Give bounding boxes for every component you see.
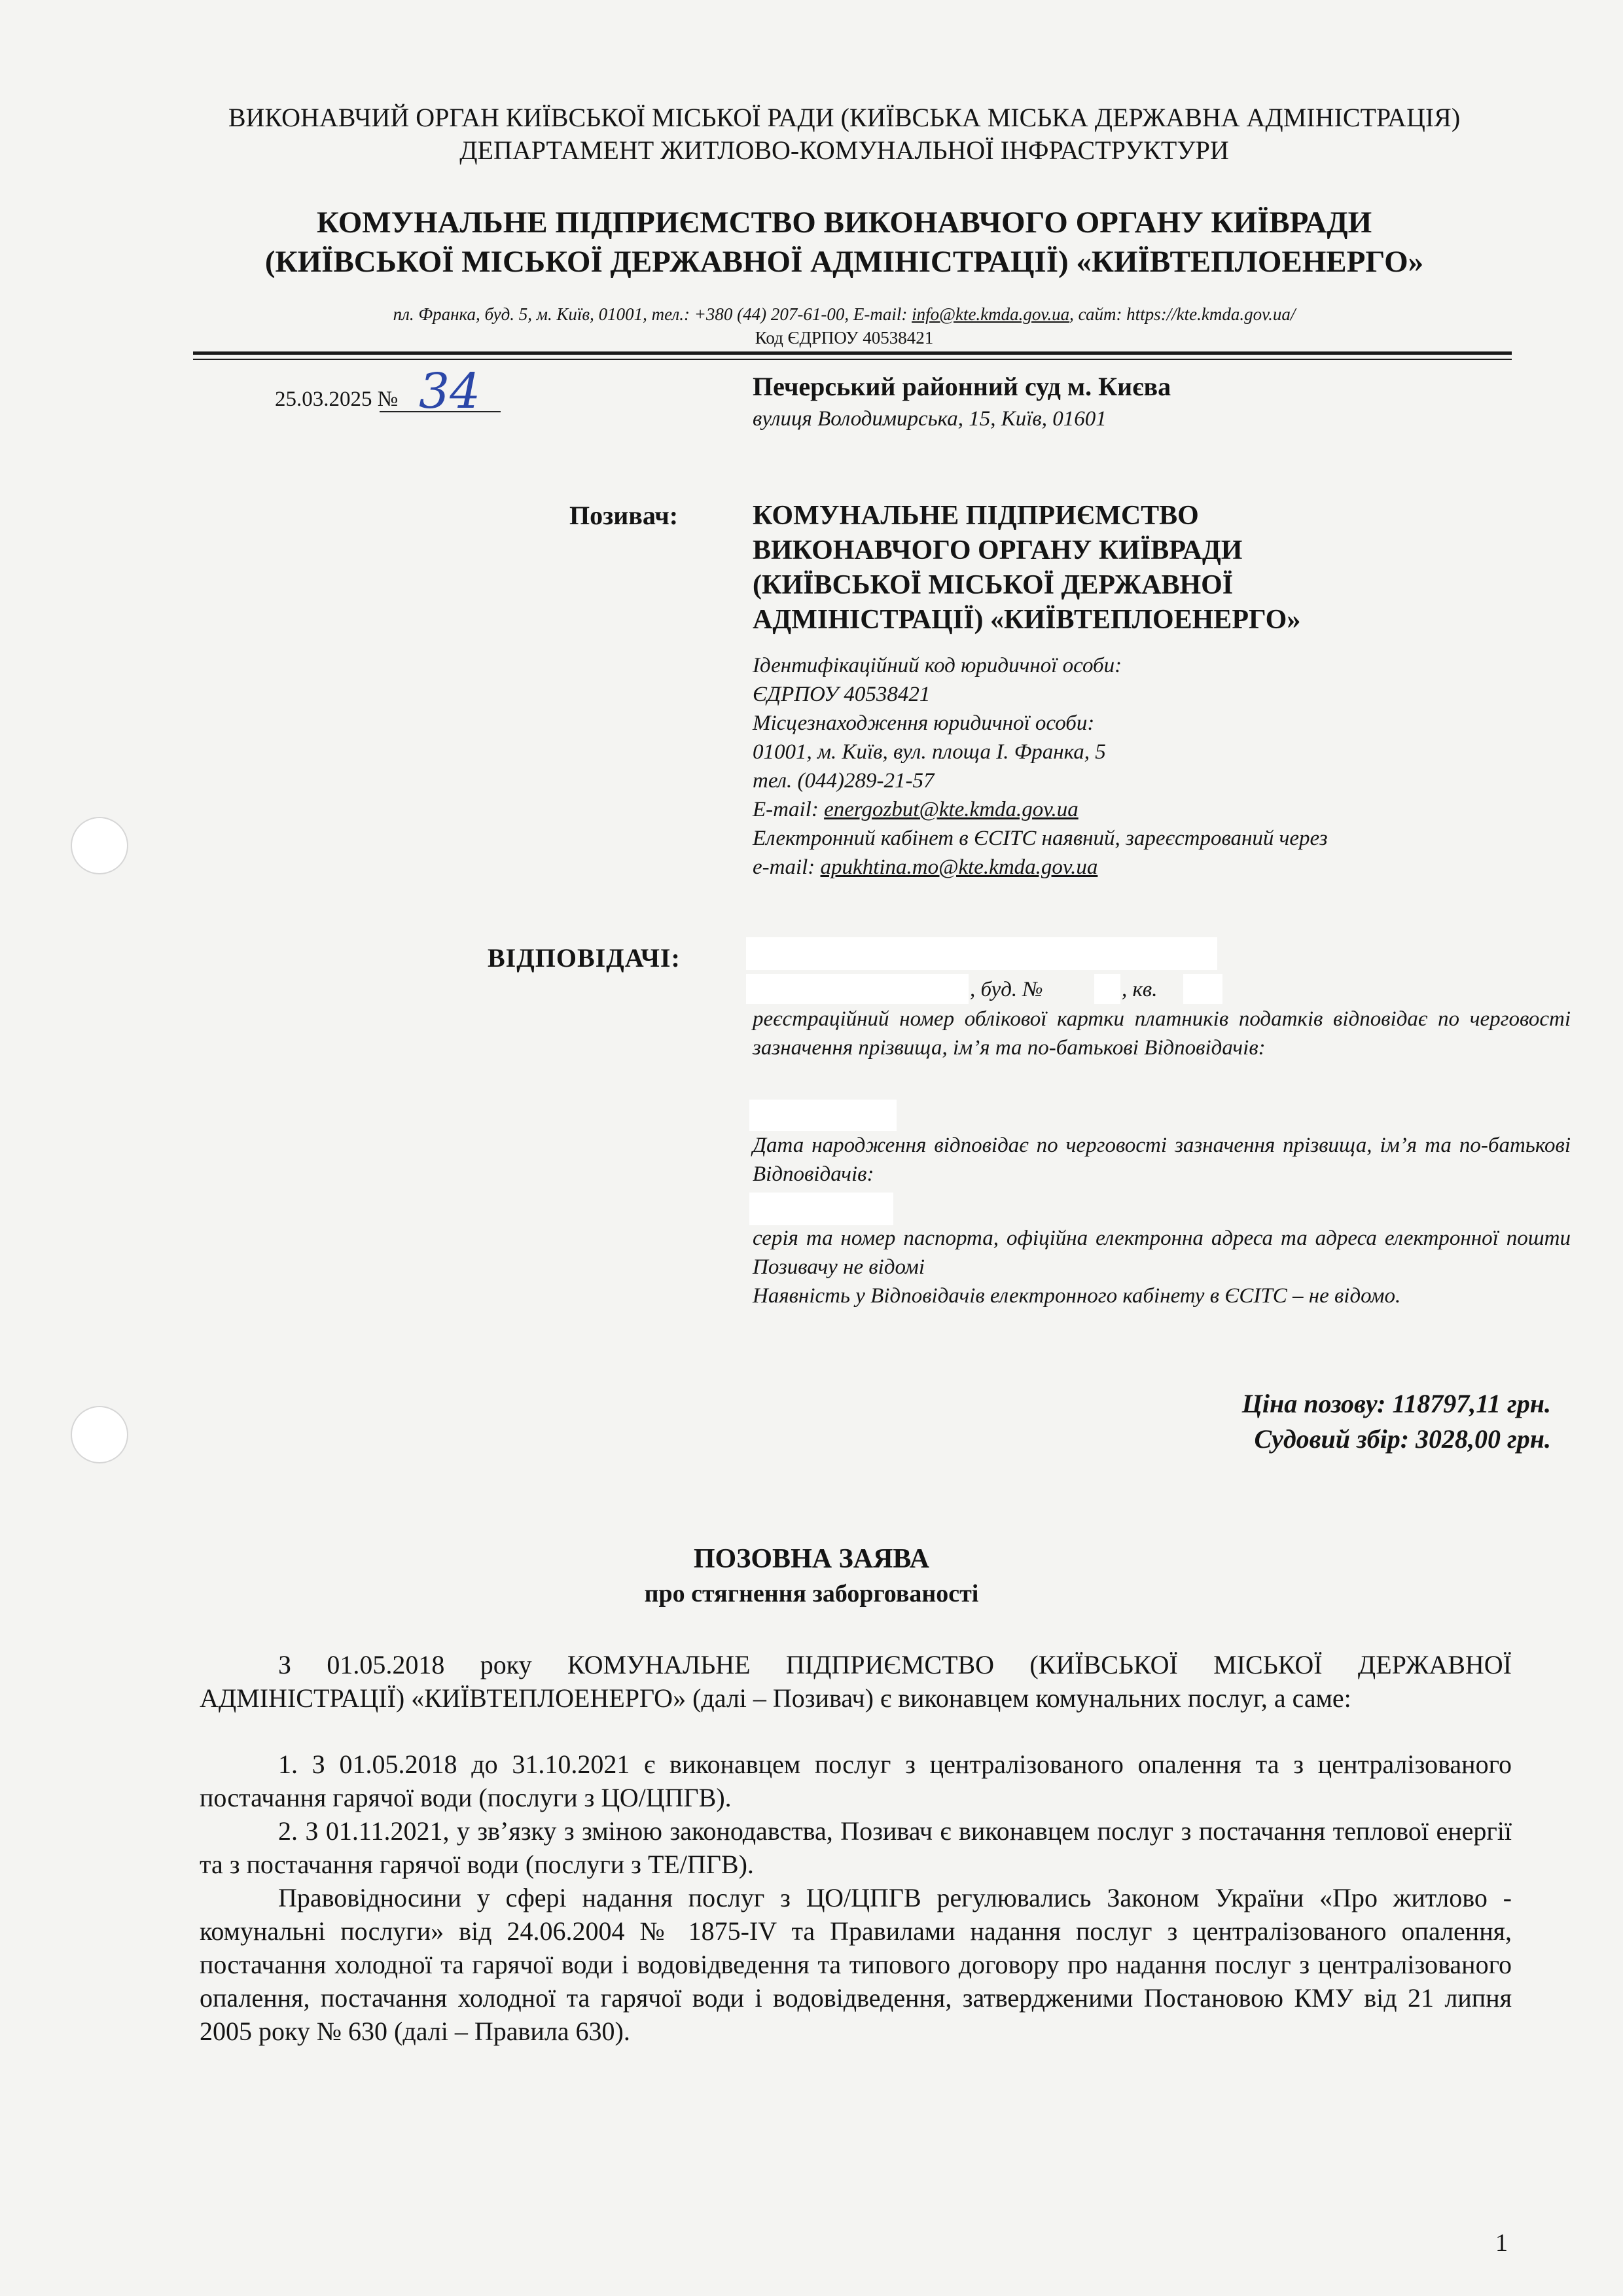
document-subtitle: про стягнення заборгованості: [644, 1580, 979, 1607]
plaintiff-phone: тел. (044)289-21-57: [753, 769, 935, 793]
court-fee: Судовий збір: 3028,00 грн.: [1254, 1424, 1551, 1454]
plaintiff-email-prefix: E-mail:: [753, 798, 825, 821]
redacted-defendant-street: [746, 974, 969, 1004]
defendants-passport-text: серія та номер паспорта, офіційна електронна адреса та адреса електронної пошти Позивачу не відомі: [753, 1227, 1571, 1279]
authority-line-1: ВИКОНАВЧИЙ ОРГАН КИЇВСЬКОЇ МІСЬКОЇ РАДИ (КИЇВСЬКА МІСЬКА ДЕРЖАВНА АДМІНІСТРАЦІЯ): [228, 103, 1461, 132]
plaintiff-name-line: КОМУНАЛЬНЕ ПІДПРИЄМСТВО: [753, 501, 1199, 531]
redacted-tax-numbers: [749, 1100, 897, 1131]
body-list-item-2: 2. З 01.11.2021, у зв’язку з зміною законодавства, Позивач є виконавцем послуг з постачання теплової енергії та з постачання гарячої води (послуги з ТЕ/ПГВ).: [200, 1816, 1512, 1879]
plaintiff-name-line: ВИКОНАВЧОГО ОРГАНУ КИЇВРАДИ: [753, 535, 1243, 565]
defendant-address-fragment-1: , буд. №: [970, 978, 1043, 1001]
plaintiff-details: [753, 651, 1571, 882]
company-line-2: (КИЇВСЬКОЇ МІСЬКОЇ ДЕРЖАВНОЇ АДМІНІСТРАЦІЇ) «КИЇВТЕПЛОЕНЕРГО»: [264, 245, 1424, 279]
letterhead-contacts: [196, 302, 1492, 350]
contacts-address: пл. Франка, буд. 5, м. Київ, 01001, тел.: +380 (44) 207-61-00, E-mail:: [393, 304, 912, 324]
defendants-tax-number-text: реєстраційний номер облікової картки платників податків відповідає по черговості зазначення прізвища, ім’я та по-батькові Відповідачів:: [753, 1007, 1571, 1060]
letterhead-authority: [131, 101, 1558, 167]
plaintiff-label: Позивач:: [569, 501, 679, 530]
authority-line-2: ДЕПАРТАМЕНТ ЖИТЛОВО-КОМУНАЛЬНОЇ ІНФРАСТРУКТУРИ: [459, 135, 1229, 165]
redacted-birth-dates: [749, 1193, 893, 1225]
redacted-apartment-number: [1183, 974, 1222, 1004]
plaintiff-email-link[interactable]: energozbut@kte.kmda.gov.ua: [824, 798, 1079, 821]
outgoing-date: 25.03.2025 №: [275, 387, 399, 411]
redacted-defendant-names: [746, 937, 1217, 970]
defendants-birth-date-text: Дата народження відповідає по черговості зазначення прізвища, ім’я та по-батькові Відповідачів:: [753, 1134, 1571, 1186]
plaintiff-name-line: (КИЇВСЬКОЇ МІСЬКОЇ ДЕРЖАВНОЇ: [753, 570, 1234, 600]
body-paragraph-1: З 01.05.2018 року КОМУНАЛЬНЕ ПІДПРИЄМСТВО (КИЇВСЬКОЇ МІСЬКОЇ ДЕРЖАВНОЇ АДМІНІСТРАЦІЇ) «КИЇВТЕПЛОЕНЕРГО» (далі – Позивач) є виконавцем комунальних послуг, а саме:: [200, 1650, 1512, 1713]
plaintiff-location-value: 01001, м. Київ, вул. площа І. Франка, 5: [753, 740, 1106, 764]
plaintiff-cabinet-line: Електронний кабінет в ЄСІТС наявний, зареєстрований через: [753, 827, 1328, 850]
document-title: ПОЗОВНА ЗАЯВА: [693, 1544, 930, 1574]
plaintiff-id-label: Ідентифікаційний код юридичної особи:: [753, 654, 1122, 677]
punch-hole: [71, 817, 128, 874]
contacts-email-link[interactable]: info@kte.kmda.gov.ua: [912, 304, 1070, 324]
defendant-address-fragment-2: , кв.: [1122, 978, 1158, 1001]
plaintiff-name: [753, 499, 1571, 637]
letterhead-rule-thin: [193, 359, 1512, 360]
plaintiff-cabinet-email-prefix: e-mail:: [753, 855, 821, 879]
handwritten-outgoing-number: 34: [419, 363, 481, 420]
court-address: вулиця Володимирська, 15, Київ, 01601: [753, 407, 1107, 431]
plaintiff-location-label: Місцезнаходження юридичної особи:: [753, 711, 1095, 735]
contacts-site: , сайт: https://kte.kmda.gov.ua/: [1069, 304, 1296, 324]
defendants-label: ВІДПОВІДАЧІ:: [488, 943, 681, 973]
page-number: 1: [1495, 2229, 1508, 2257]
company-line-1: КОМУНАЛЬНЕ ПІДПРИЄМСТВО ВИКОНАВЧОГО ОРГАНУ КИЇВРАДИ: [316, 206, 1372, 240]
letterhead-rule-thick: [193, 351, 1512, 355]
court-name: Печерський районний суд м. Києва: [753, 372, 1171, 401]
body-paragraph-2: Правовідносини у сфері надання послуг з ЦО/ЦПГВ регулювались Законом України «Про житлово - комунальні послуги» від 24.06.2004 № 1875-IV та Правилами надання послуг з централізованого опалення, постачання холодної та гарячої води і водовідведення та типового договору про надання послуг з централізованого опалення, постачання холодної та гарячої води і водовідведення, затвердженими Постановою КМУ від 21 липня 2005 року № 630 (далі – Правила 630).: [200, 1883, 1512, 2046]
plaintiff-id-value: ЄДРПОУ 40538421: [753, 683, 931, 706]
plaintiff-name-line: АДМІНІСТРАЦІЇ) «КИЇВТЕПЛОЕНЕРГО»: [753, 605, 1301, 635]
claim-price: Ціна позову: 118797,11 грн.: [1241, 1389, 1551, 1418]
letterhead-company: [164, 203, 1525, 281]
redacted-house-number: [1094, 974, 1120, 1004]
body-list-item-1: 1. З 01.05.2018 до 31.10.2021 є виконавцем послуг з централізованого опалення та з централізованого постачання гарячої води (послуги з ЦО/ЦПГВ).: [200, 1749, 1512, 1812]
defendants-cabinet-text: Наявність у Відповідачів електронного кабінету в ЄСІТС – не відомо.: [753, 1284, 1401, 1308]
punch-hole: [71, 1406, 128, 1463]
plaintiff-cabinet-email-link[interactable]: apukhtina.mo@kte.kmda.gov.ua: [820, 855, 1098, 879]
edrpou-code: Код ЄДРПОУ 40538421: [755, 328, 934, 348]
